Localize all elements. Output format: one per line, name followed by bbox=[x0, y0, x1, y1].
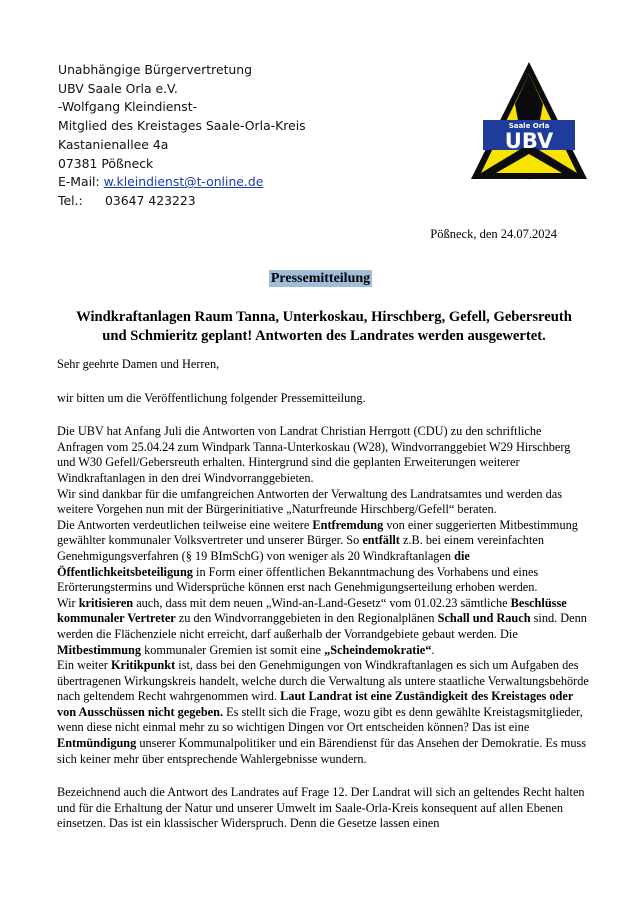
date-line: Pößneck, den 24.07.2024 bbox=[430, 227, 557, 241]
paragraph-5: Ein weiter Kritikpunkt ist, dass bei den Genehmigungen von Windkraftanlagen es sich um Aufgaben des übertragenen Wirkungskreis handelt, welche durch die Verwaltung als untere staatliche Verwaltungsbehörde nach geltendem Recht wahrgenommen wird. Laut Landrat ist eine Zuständigkeit des Kreistages oder von Ausschüssen nicht gegeben. Es stellt sich die Frage, wozu gibt es denn gewählte Kreistagsmitglieder, wenn diese nicht einmal mehr zu so wichtigen Dingen vor Ort entscheiden können? Das ist eine Entmündigung unserer Kommunalpolitiker und ein Bärendienst für das Ansehen der Demokratie. Es muss sich keiner mehr über entsprechende Wahlergebnisse wundern. bbox=[57, 658, 589, 766]
phone-label: Tel.: bbox=[58, 192, 83, 208]
press-label: Pressemitteilung bbox=[270, 271, 371, 286]
greeting: Sehr geehrte Damen und Herren, bbox=[57, 357, 220, 371]
headline-line-2: und Schmieritz geplant! Antworten des Landrates werden ausgewertet. bbox=[102, 328, 546, 344]
paragraph-6: Bezeichnend auch die Antwort des Landrates auf Frage 12. Der Landrat will sich an geltendes Recht halten und für die Erhaltung der Natur und unserer Umwelt im Saale-Orla-Kreis konsequent auf allen Ebenen einsetzen. Das ist ein klassischer Widerspruch. Denn die Gesetze lassen einen bbox=[57, 785, 585, 831]
sender-phone-line bbox=[58, 192, 388, 211]
sender-person: -Wolfgang Kleindienst- bbox=[58, 99, 198, 115]
email-link[interactable]: w.kleindienst@t-online.de bbox=[103, 174, 264, 190]
paragraph-2: Wir sind dankbar für die umfangreichen Antworten der Verwaltung des Landratsamtes und werden das weitere Vorgehen nun mit der Bürgerinitiative „Naturfreunde Hirschberg/Gefell“ beraten. bbox=[57, 486, 563, 517]
sender-address-block bbox=[58, 61, 388, 211]
paragraph-4: Wir kritisieren auch, dass mit dem neuen „Wind-an-Land-Gesetz“ vom 01.02.23 sämtliche Beschlüsse kommunaler Vertreter zu den Windvorranggebieten in den Regionalplänen Schall und Rauch sind. Denn werden die Flächenziele nicht erreicht, darf außerhalb der Vorrandgebiete gebaut werden. Die Mitbestimmung kommunaler Gremien ist somit eine „Scheindemokratie“. bbox=[57, 595, 587, 657]
logo-top-text: Saale Orla bbox=[508, 122, 550, 130]
sender-org-short: UBV Saale Orla e.V. bbox=[58, 80, 178, 96]
sender-city: 07381 Pößneck bbox=[58, 155, 154, 171]
sender-role: Mitglied des Kreistages Saale-Orla-Kreis bbox=[58, 118, 306, 134]
logo-big-text: UBV bbox=[504, 129, 554, 153]
phone-number: 03647 423223 bbox=[105, 192, 196, 208]
sender-org: Unabhängige Bürgervertretung bbox=[58, 62, 253, 77]
letter-body bbox=[57, 357, 589, 832]
headline bbox=[52, 308, 596, 346]
press-heading bbox=[0, 271, 641, 287]
email-label: E-Mail: bbox=[58, 174, 100, 190]
ubv-logo bbox=[470, 60, 588, 181]
intro-paragraph: wir bitten um die Veröffentlichung folgender Pressemitteilung. bbox=[57, 390, 366, 405]
headline-line-1: Windkraftanlagen Raum Tanna, Unterkoskau, Hirschberg, Gefell, Gebersreuth bbox=[76, 309, 572, 325]
sender-street: Kastanienallee 4a bbox=[58, 136, 169, 152]
paragraph-3: Die Antworten verdeutlichen teilweise eine weitere Entfremdung von einer suggerierten Mitbestimmung gewählter kommunaler Volksvertreter und unserer Bürger. So entfällt z.B. bei einem vereinfachten Genehmigungsverfahren (§ 19 BImSchG) von weniger als 20 Windkraftanlagen die Öffentlichkeitsbeteiligung in Form einer öffentlichen Bekanntmachung des Vorhabens und eines Erörterungstermins und Widersprüche können erst nach Genehmigungserteilung erhoben werden. bbox=[57, 517, 578, 595]
paragraph-1: Die UBV hat Anfang Juli die Antworten von Landrat Christian Herrgott (CDU) zu den schriftliche Anfragen vom 25.04.24 zum Windpark Tanna-Unterkoskau (W28), Windvorranggebiet W29 Hirschberg und W30 Gefell/Gebersreuth erhalten. Hintergrund sind die geplanten Erweiterungen weiterer Windkraftanlagen in den drei Windvorranggebieten. bbox=[57, 424, 571, 485]
sender-email-line bbox=[58, 173, 388, 192]
